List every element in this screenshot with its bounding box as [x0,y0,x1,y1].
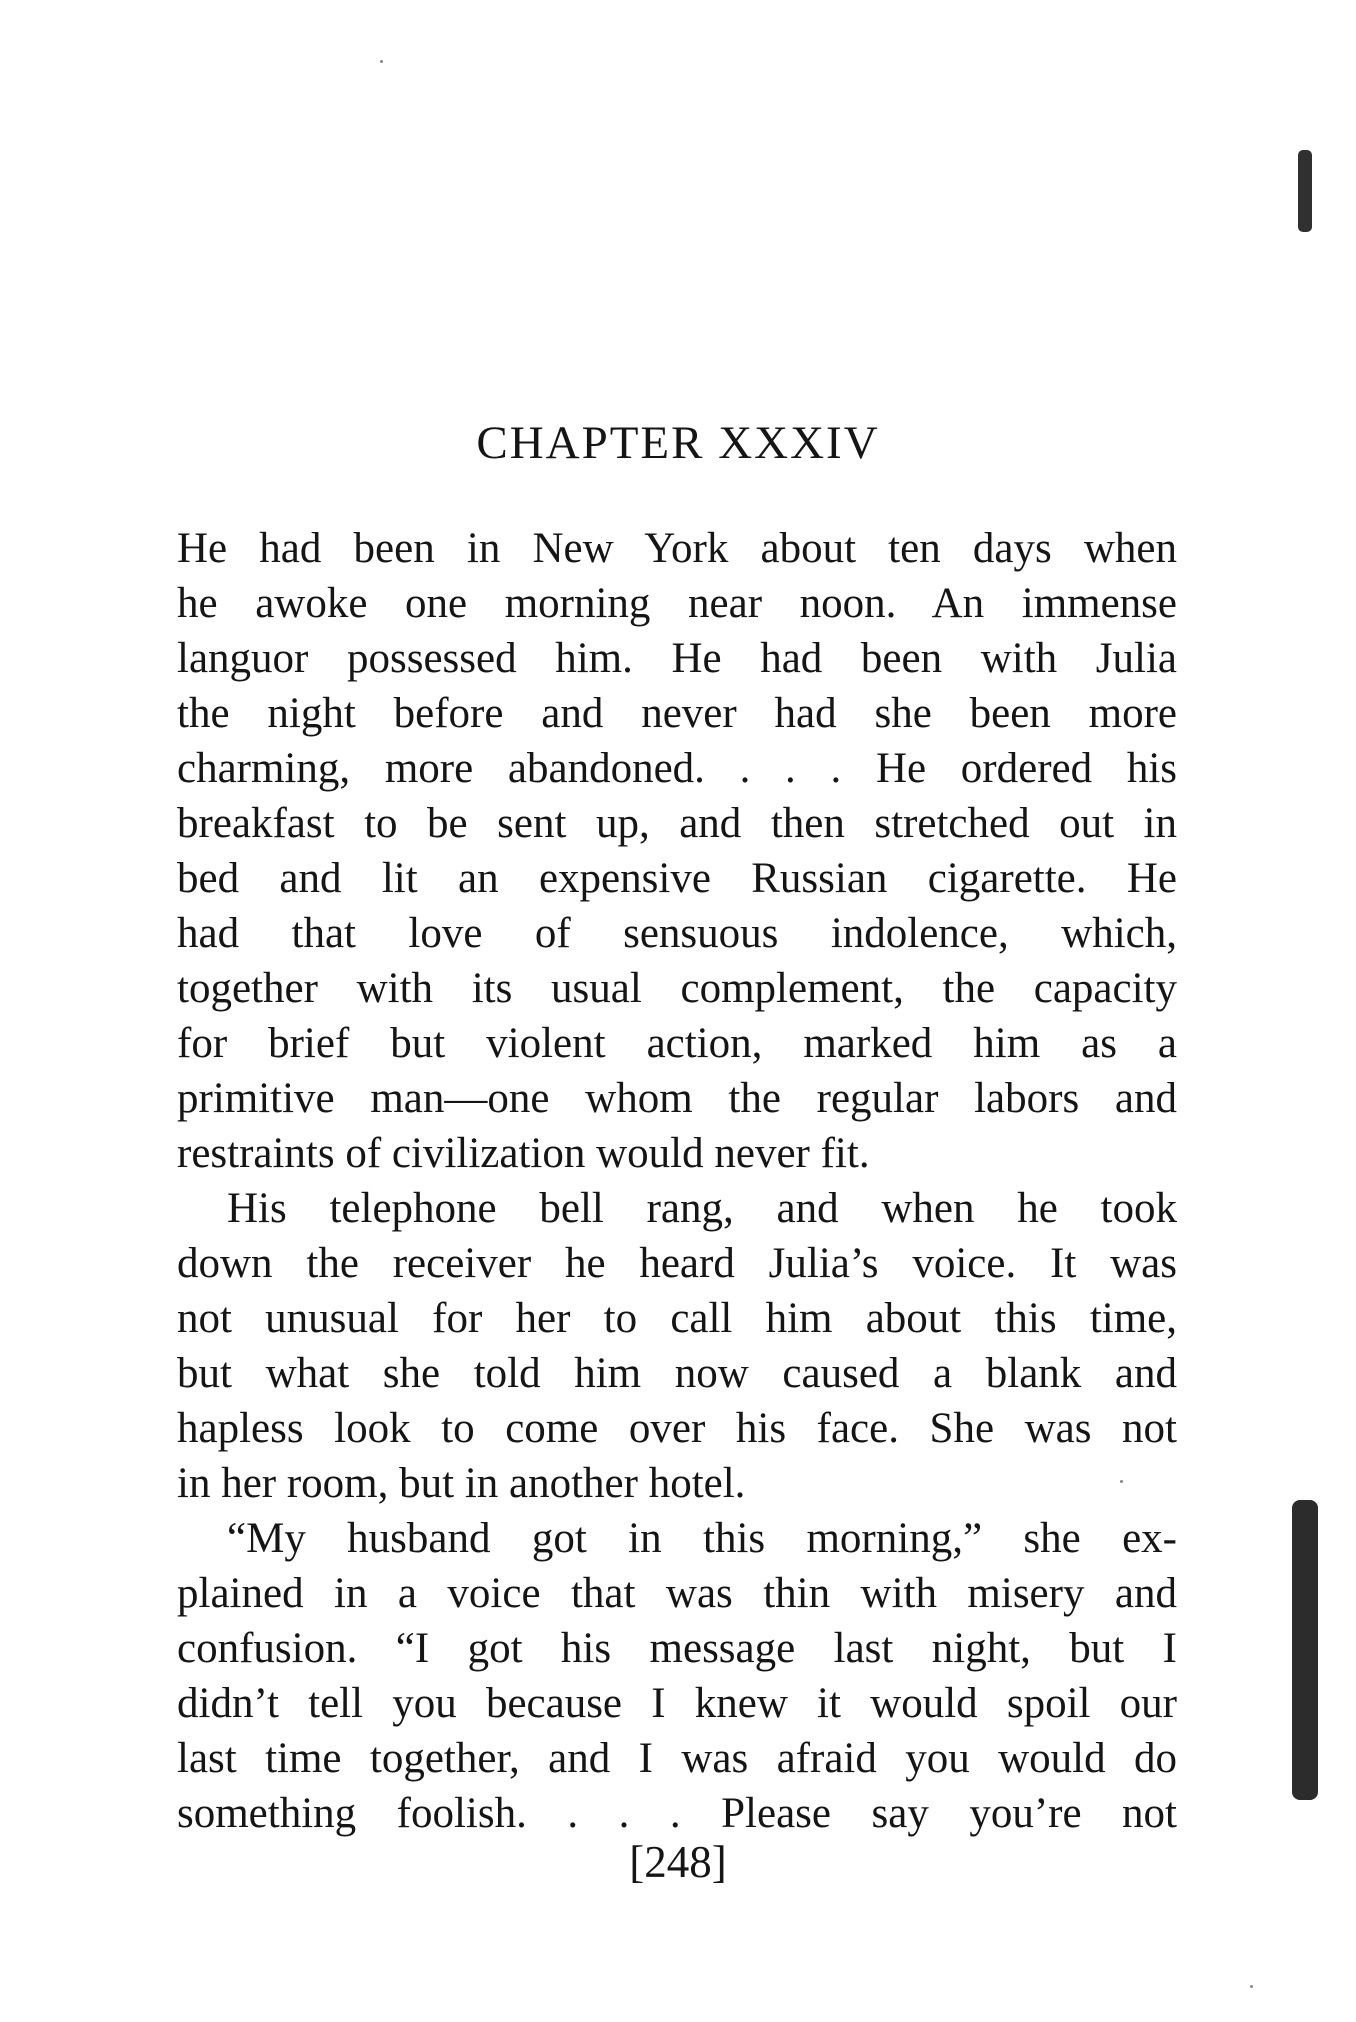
scan-edge-mark [1292,1500,1318,1800]
text-line: for brief but violent action, marked him as a [177,1020,1177,1067]
text-line: down the receiver he heard Julia’s voice. It was [177,1240,1177,1287]
text-line: restraints of civilization would never fit. [177,1130,870,1177]
text-line: not unusual for her to call him about this time, [177,1295,1177,1342]
text-line: something foolish. . . . Please say you’re not [177,1790,1177,1837]
chapter-title: CHAPTER XXXIV [476,417,880,469]
text-line: “My husband got in this morning,” she ex- [227,1515,1177,1562]
text-line: He had been in New York about ten days when [177,525,1177,572]
text-line: plained in a voice that was thin with misery and [177,1570,1177,1617]
scan-edge-mark [1298,150,1312,232]
text-line: he awoke one morning near noon. An immense [177,580,1177,627]
text-line: had that love of sensuous indolence, which, [177,910,1177,957]
text-line: the night before and never had she been more [177,690,1177,737]
text-line: last time together, and I was afraid you would do [177,1735,1177,1782]
text-line: didn’t tell you because I knew it would spoil our [177,1680,1177,1727]
text-line: His telephone bell rang, and when he took [227,1185,1177,1232]
text-line: breakfast to be sent up, and then stretched out in [177,800,1177,847]
page-number: [248] [629,1837,727,1887]
text-line: primitive man—one whom the regular labors and [177,1075,1177,1122]
text-line: hapless look to come over his face. She was not [177,1405,1177,1452]
paper-speck [380,60,383,63]
paper-speck [1250,1985,1253,1988]
text-line: but what she told him now caused a blank and [177,1350,1177,1397]
text-line: languor possessed him. He had been with Julia [177,635,1177,682]
text-line: confusion. “I got his message last night, but I [177,1625,1177,1672]
text-line: bed and lit an expensive Russian cigarette. He [177,855,1177,902]
text-line: charming, more abandoned. . . . He ordered his [177,745,1177,792]
text-line: together with its usual complement, the capacity [177,965,1177,1012]
text-line: in her room, but in another hotel. [177,1460,746,1507]
